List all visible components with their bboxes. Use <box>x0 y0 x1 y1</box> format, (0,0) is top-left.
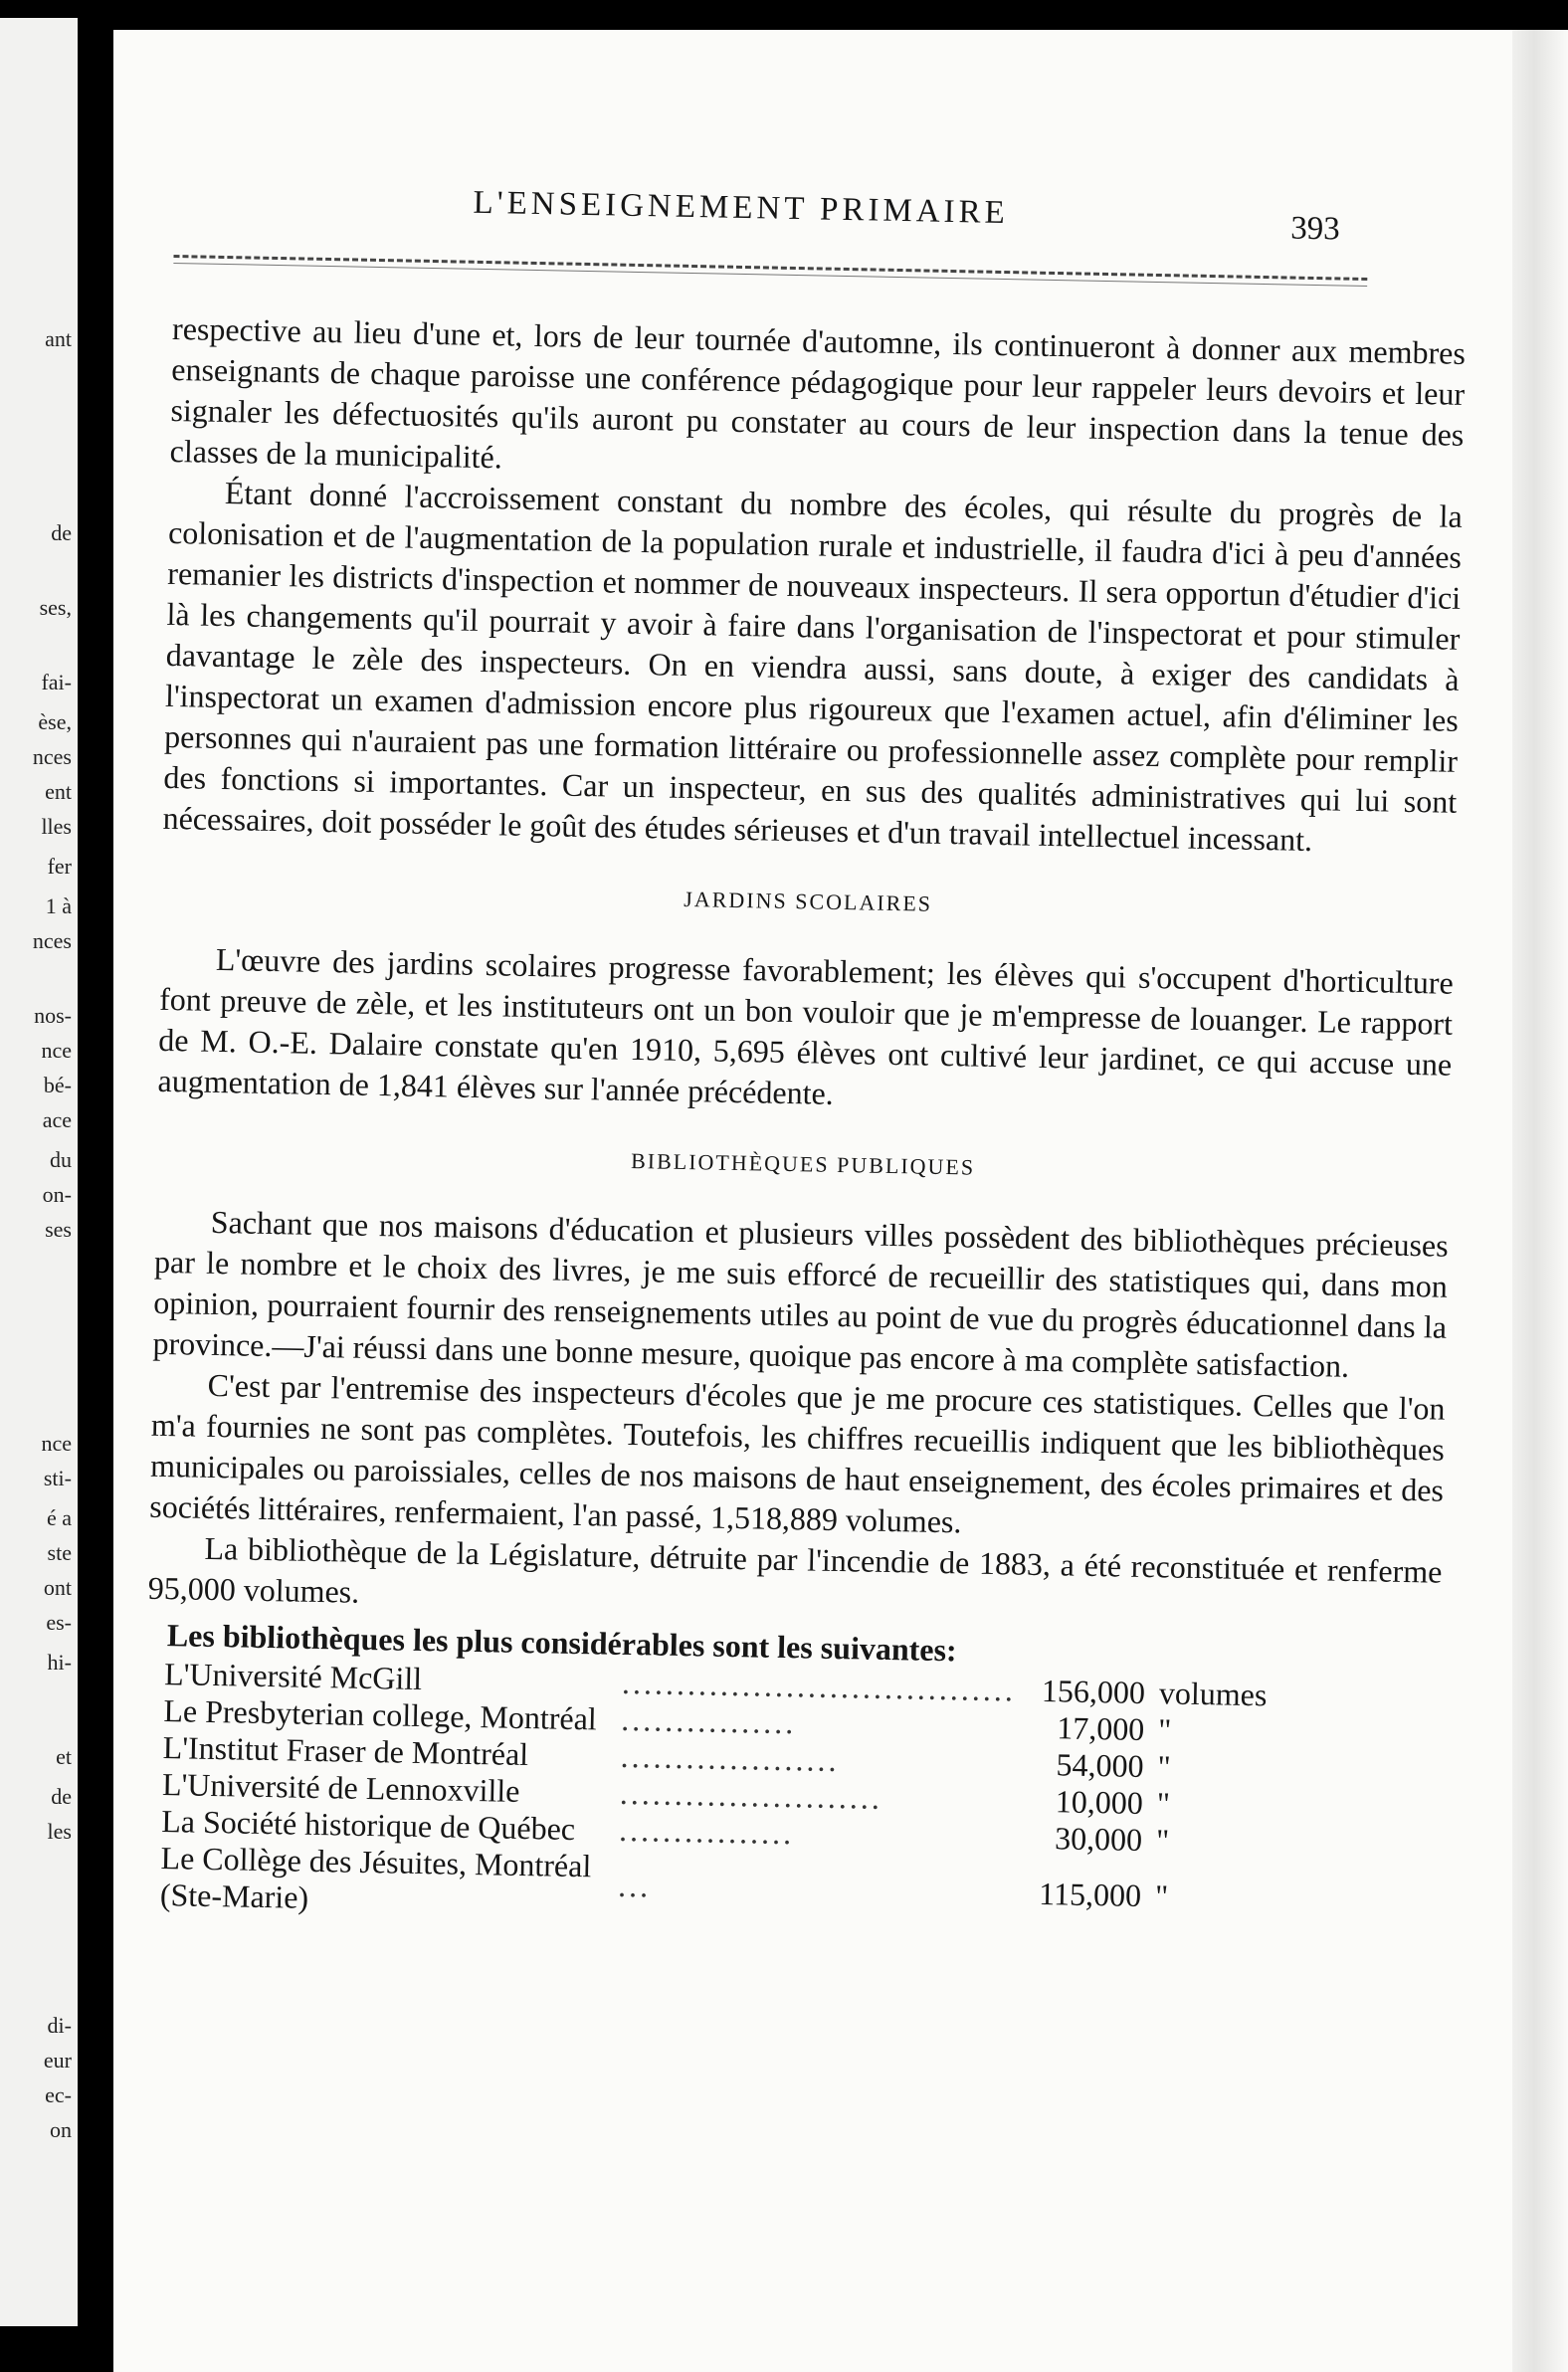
running-title: L'ENSEIGNEMENT PRIMAIRE <box>473 184 1010 232</box>
library-volume-count: 17,000 <box>1056 1709 1145 1747</box>
library-unit: " <box>1156 1785 1171 1822</box>
margin-fragment: ent <box>45 779 72 804</box>
page-number: 393 <box>1289 210 1341 248</box>
library-volume-count: 115,000 <box>1038 1875 1142 1913</box>
leader-dots: ................ <box>618 1811 795 1852</box>
margin-fragment: ses <box>45 1217 72 1242</box>
margin-fragment: ses, <box>39 595 72 620</box>
header-rule <box>173 255 1367 281</box>
library-volume-count: 30,000 <box>1054 1820 1143 1858</box>
library-unit: volumes <box>1158 1675 1268 1713</box>
library-unit: " <box>1157 1748 1171 1785</box>
margin-fragment: nce <box>41 1431 72 1456</box>
library-name: La Société historique de Québec <box>160 1803 576 1848</box>
margin-fragment: et <box>56 1744 72 1769</box>
margin-fragment: é a <box>46 1505 72 1530</box>
library-unit: " <box>1154 1877 1169 1913</box>
margin-fragment: hi- <box>47 1650 72 1675</box>
paragraph-continuation: respective au lieu d'une et, lors de leur tournée d'automne, ils continueront à donner aux membres enseignants de chaque paroisse une conférence pédagogique pour leur rappeler leurs devoirs et leur signaler les défectuosités qu'ils auront pu constater au cours de leur inspection dans la tenue des classes de la municipalité. <box>169 309 1467 476</box>
margin-fragment: di- <box>47 2013 72 2038</box>
margin-fragment: nces <box>32 744 72 769</box>
margin-fragment: ace <box>42 1107 72 1132</box>
facing-page-edge <box>0 18 78 2326</box>
margin-fragment: èse, <box>38 709 72 734</box>
leader-dots: .................... <box>620 1737 840 1779</box>
paragraph-bibliotheques-3: La bibliothèque de la Législature, détruite par l'incendie de 1883, a été reconstituée et renferme 95,000 volumes. <box>147 1529 1443 1610</box>
running-head <box>174 179 1469 264</box>
library-name: L'Université McGill <box>163 1656 423 1697</box>
margin-fragment: ec- <box>45 2082 72 2107</box>
margin-fragment: on <box>50 2117 72 2142</box>
heading-bibliotheques-publiques: BIBLIOTHÈQUES PUBLIQUES <box>630 1147 976 1180</box>
library-volume-count: 156,000 <box>1041 1673 1146 1710</box>
margin-fragment: nces <box>32 928 72 953</box>
library-name: L'Université de Lennoxville <box>161 1766 520 1809</box>
leader-dots: ... <box>617 1867 652 1903</box>
paragraph-bibliotheques-2: C'est par l'entremise des inspecteurs d'écoles que je me procure ces statistiques. Celles que l'on m'a fournies ne sont pas complètes. Toutefois, les chiffres recueillis indiquent que les bibliothèques municipales ou paroissiales, celles de nos maisons de haut enseignement, des écoles primaires et des sociétés littéraires, renfermaient, l'an passé, 1,518,889 volumes. <box>149 1366 1446 1540</box>
margin-fragment: ste <box>47 1540 72 1565</box>
library-unit: " <box>1157 1711 1172 1748</box>
margin-fragment: fer <box>47 854 72 879</box>
margin-fragment: 1 à <box>45 893 72 918</box>
paragraph-inspectorat: Étant donné l'accroissement constant du nombre des écoles, qui résulte du progrès de la colonisation et de l'augmentation de la population rurale et industrielle, il faudra d'ici à peu d'années remanier les districts d'inspection et nommer de nouveaux inspecteurs. Il sera opportun d'étudier d'ici là les changements qu'il pourrait y avoir à faire dans l'organisation de l'inspectorat et pour stimuler davantage le zèle des inspecteurs. On en viendra aussi, sans doute, à exiger des candidats à l'inspectorat un examen d'admission encore plus rigoureux que l'examen actuel, afin d'éliminer les personnes qui n'auraient pas une formation littéraire ou professionnelle assez complète pour remplir des fonctions si importantes. Car un inspecteur, en sus des qualités administratives qui lui sont nécessaires, doit posséder le goût des études sérieuses et d'un travail intellectuel incessant. <box>162 475 1464 859</box>
margin-fragment: ant <box>45 326 72 351</box>
margin-fragment: les <box>47 1819 72 1844</box>
libraries-table <box>160 1656 1289 1935</box>
margin-fragment: sti- <box>43 1466 72 1490</box>
libraries-list-intro: Les bibliothèques les plus considérables sont les suivantes: <box>166 1617 958 1669</box>
library-name: L'Institut Fraser de Montréal <box>162 1729 529 1773</box>
library-volume-count: 54,000 <box>1056 1746 1144 1784</box>
margin-fragment: nce <box>41 1038 72 1063</box>
leader-dots: ........................ <box>619 1774 883 1816</box>
page-text-block <box>143 179 1469 1915</box>
leader-dots: .................................... <box>621 1664 1017 1708</box>
library-unit: " <box>1155 1822 1170 1859</box>
margin-fragment: bé- <box>43 1073 72 1097</box>
margin-fragment: nos- <box>34 1003 72 1028</box>
margin-fragment: on- <box>42 1182 72 1207</box>
margin-fragment: lles <box>41 814 72 839</box>
leader-dots: ................ <box>621 1700 797 1741</box>
margin-fragment: du <box>50 1147 72 1172</box>
heading-jardins-scolaires: JARDINS SCOLAIRES <box>684 886 933 916</box>
page-content-layer <box>113 30 1566 2372</box>
paragraph-bibliotheques-1: Sachant que nos maisons d'éducation et plusieurs villes possèdent des bibliothèques précieuses par le nombre et le choix des livres, je me suis efforcé de recueillir des statistiques qui, dans mon opinion, pourraient fournir des renseignements utiles au point de vue du progrès éducationnel dans la province.—J'ai réussi dans une bonne mesure, quoique pas encore à ma complète satisfaction. <box>152 1203 1450 1384</box>
margin-fragment: es- <box>46 1610 72 1635</box>
paragraph-jardins: L'œuvre des jardins scolaires progresse favorablement; les élèves qui s'occupent d'horticulture font preuve de zèle, et les instituteurs ont un bon vouloir que je m'empresse de louanger. Le rapport de M. O.-E. Dalaire constate qu'en 1910, 5,695 élèves ont cultivé leur jardinet, ce qui accuse une augmentation de 1,841 élèves sur l'année précédente. <box>157 940 1455 1111</box>
margin-fragment: de <box>51 520 72 545</box>
margin-fragment: de <box>51 1784 72 1809</box>
library-name: Le Collège des Jésuites, Montréal (Ste-Marie) <box>159 1840 592 1915</box>
margin-fragment: ont <box>43 1575 72 1600</box>
margin-fragment: eur <box>43 2048 72 2073</box>
page-body <box>142 308 1467 1938</box>
library-name: Le Presbyterian college, Montréal <box>163 1692 598 1737</box>
library-volume-count: 10,000 <box>1055 1783 1144 1821</box>
margin-fragment: fai- <box>41 670 72 694</box>
